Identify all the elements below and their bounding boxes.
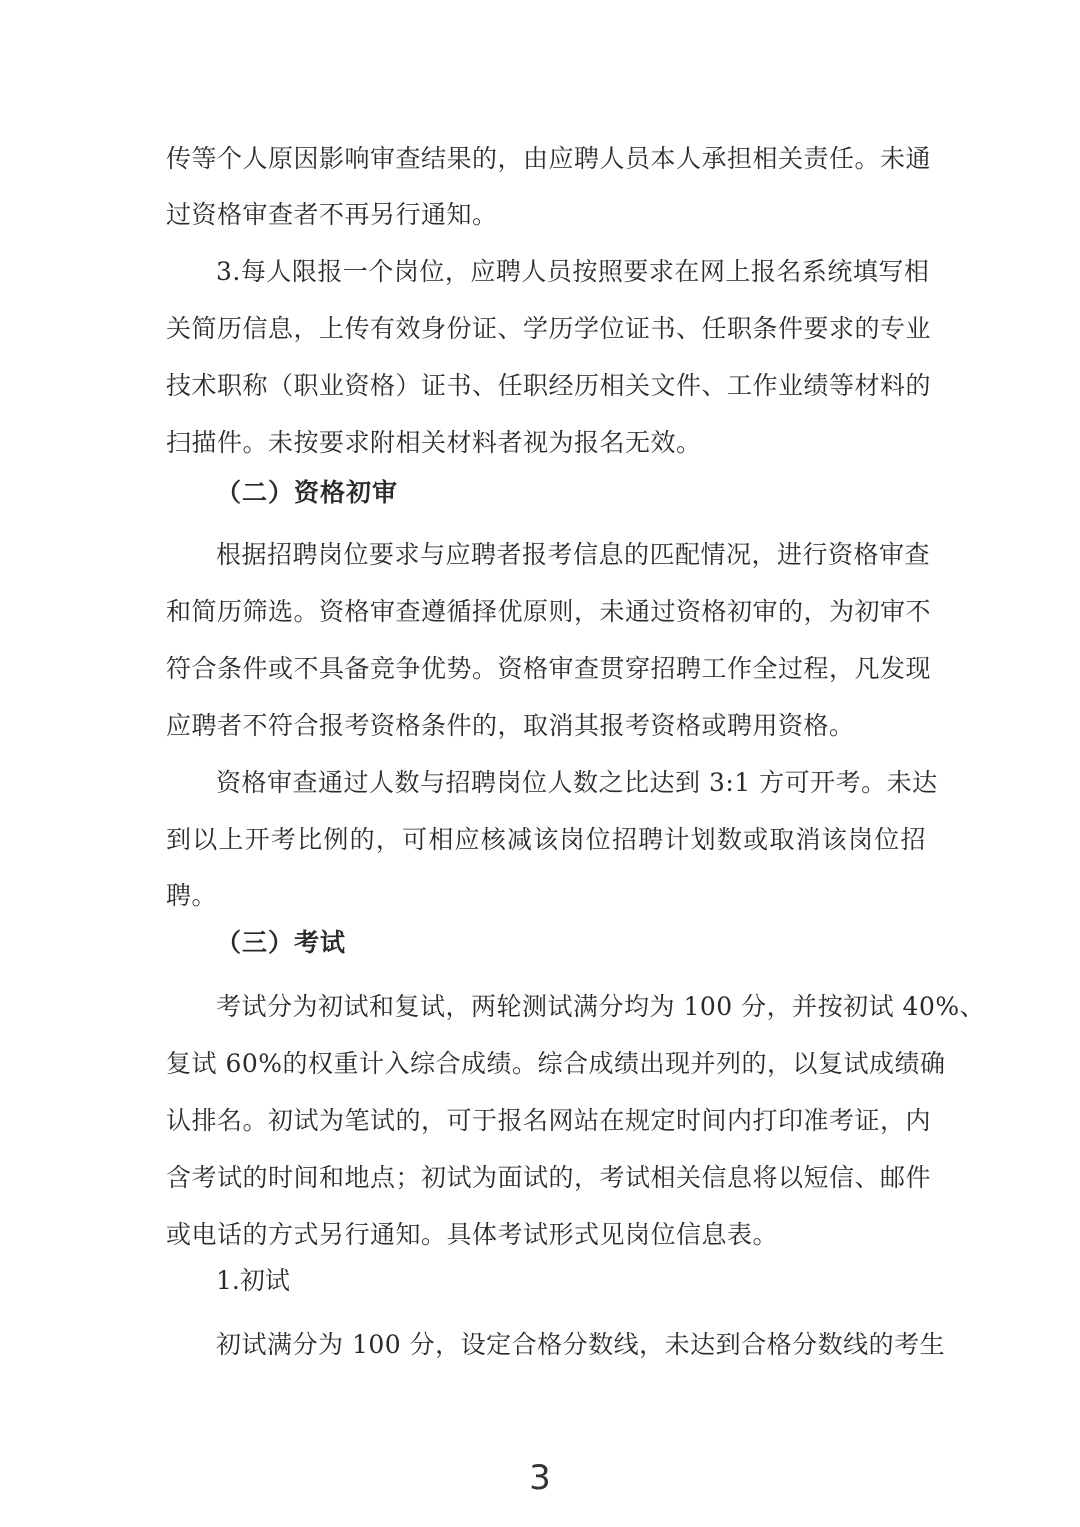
paragraph-line: 认排名。初试为笔试的，可于报名网站在规定时间内打印准考证，内	[166, 1106, 932, 1135]
page-number: 3	[529, 1458, 551, 1498]
section-heading: （二）资格初审	[216, 478, 399, 507]
paragraph-line: 扫描件。未按要求附相关材料者视为报名无效。	[166, 428, 702, 457]
paragraph-line: 初试满分为 100 分，设定合格分数线，未达到合格分数线的考生	[216, 1330, 946, 1359]
paragraph-line: 过资格审查者不再另行通知。	[166, 200, 498, 229]
paragraph-line: 资格审查通过人数与招聘岗位人数之比达到 3:1 方可开考。未达	[216, 768, 938, 797]
paragraph-line: 和简历筛选。资格审查遵循择优原则，未通过资格初审的，为初审不	[166, 597, 932, 626]
paragraph-line: 根据招聘岗位要求与应聘者报考信息的匹配情况，进行资格审查	[216, 540, 931, 569]
paragraph-line: 传等个人原因影响审查结果的，由应聘人员本人承担相关责任。未通	[166, 144, 932, 173]
paragraph-line: 符合条件或不具备竞争优势。资格审查贯穿招聘工作全过程，凡发现	[166, 654, 932, 683]
paragraph-line: 到以上开考比例的，可相应核减该岗位招聘计划数或取消该岗位招	[166, 825, 926, 854]
paragraph-line: 关简历信息，上传有效身份证、学历学位证书、任职条件要求的专业	[166, 314, 932, 343]
paragraph-line: 含考试的时间和地点；初试为面试的，考试相关信息将以短信、邮件	[166, 1163, 932, 1192]
paragraph-line: 应聘者不符合报考资格条件的，取消其报考资格或聘用资格。	[166, 711, 855, 740]
subsection-heading: 1.初试	[216, 1266, 290, 1295]
paragraph-line: 考试分为初试和复试，两轮测试满分均为 100 分，并按初试 40%、	[216, 992, 986, 1021]
paragraph-line: 技术职称（职业资格）证书、任职经历相关文件、工作业绩等材料的	[166, 371, 932, 400]
paragraph-line: 复试 60%的权重计入综合成绩。综合成绩出现并列的，以复试成绩确	[166, 1049, 946, 1078]
section-heading: （三）考试	[216, 928, 347, 957]
paragraph-line: 3.每人限报一个岗位，应聘人员按照要求在网上报名系统填写相	[216, 257, 930, 286]
paragraph-line: 聘。	[166, 881, 218, 910]
paragraph-line: 或电话的方式另行通知。具体考试形式见岗位信息表。	[166, 1220, 779, 1249]
